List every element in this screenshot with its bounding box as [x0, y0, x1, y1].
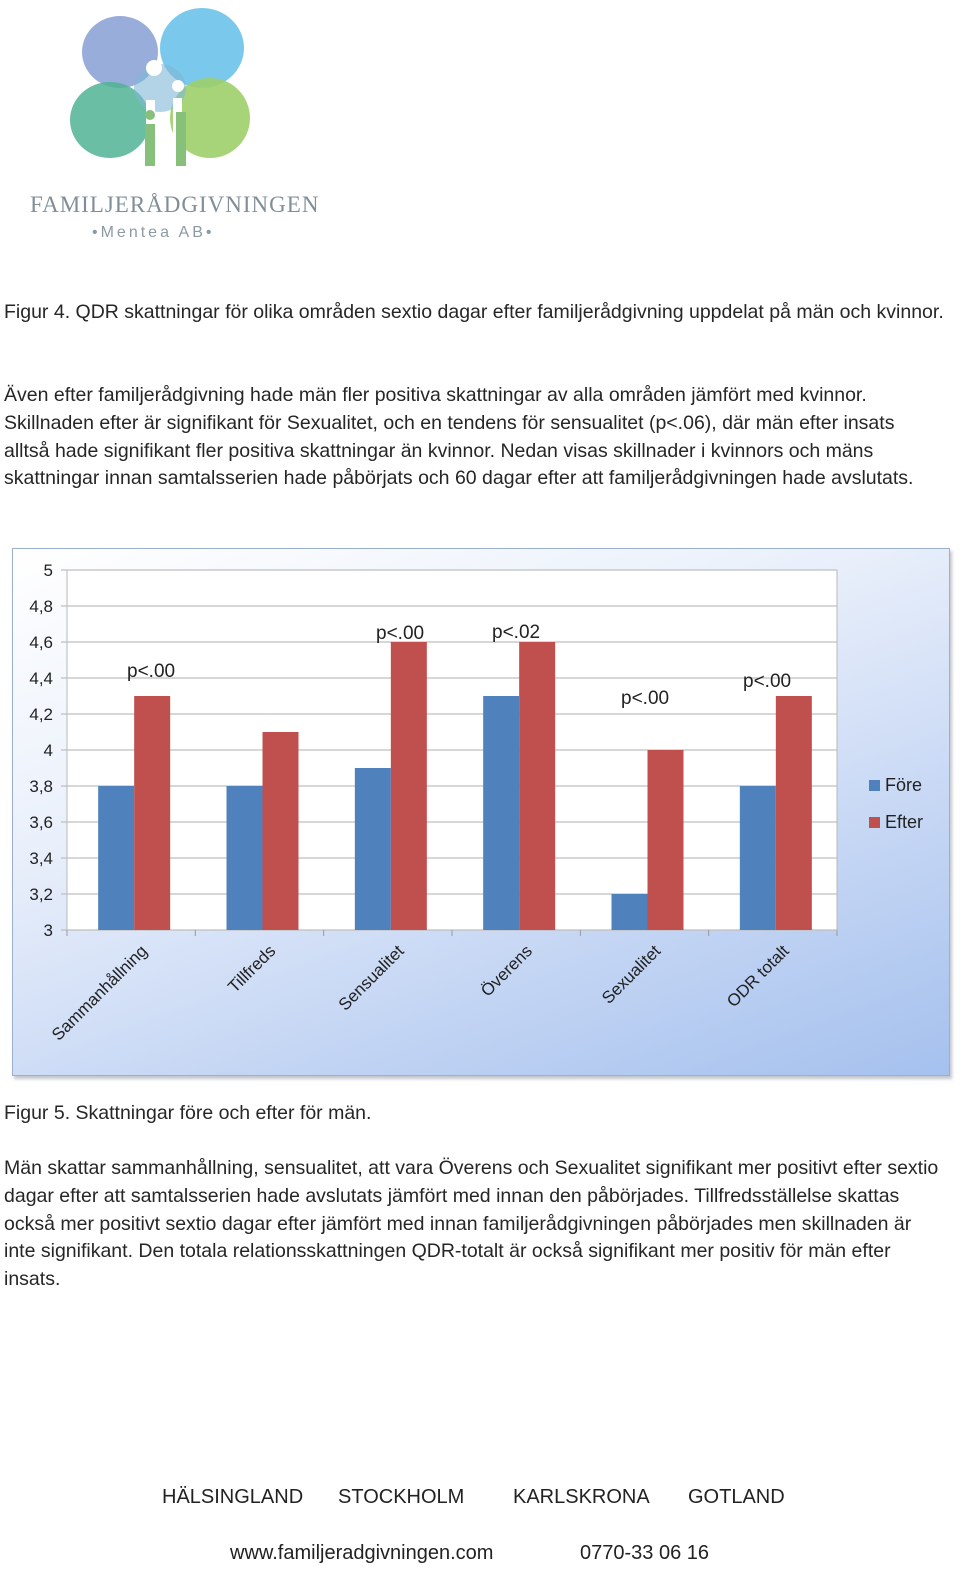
figure-5-caption: Figur 5. Skattningar före och efter för män. — [4, 1102, 372, 1124]
bar-efter — [776, 696, 812, 930]
significance-label: p<.00 — [127, 661, 176, 682]
y-tick-label: 4,4 — [29, 669, 53, 688]
footer-website-link[interactable]: www.familjeradgivningen.com — [230, 1542, 494, 1564]
bar-chart — [13, 549, 949, 1075]
y-tick-label: 3,8 — [29, 777, 53, 796]
y-tick-label: 4,2 — [29, 705, 53, 724]
logo-name: FAMILJERÅDGIVNINGEN — [30, 192, 320, 217]
footer-city-stockholm: STOCKHOLM — [338, 1486, 465, 1508]
footer-city-gotland: GOTLAND — [688, 1486, 785, 1508]
paragraph-1: Även efter familjerådgivning hade män fler positiva skattningar av alla områden jämfört med kvinnor. Skillnaden efter är signifikant för Sexualitet, och en tendens för sensualitet (p<.06), där män efter insats alltså hade signifikant fler positiva skattningar än kvinnor. Nedan visas skillnader i kvinnors och mäns skattningar innan samtalsserien hade påbörjats och 60 dagar efter att familjerådgivningen hade avslutats. — [4, 384, 914, 490]
x-category-label: Sensualitet — [334, 941, 408, 1015]
y-tick-label: 3,4 — [29, 849, 53, 868]
legend-swatch — [869, 780, 880, 791]
legend-swatch — [869, 817, 880, 828]
y-tick-label: 4,6 — [29, 633, 53, 652]
y-tick-label: 5 — [43, 561, 53, 580]
y-tick-label: 4 — [43, 741, 53, 760]
significance-label: p<.02 — [492, 622, 541, 643]
y-tick-label: 3,6 — [29, 813, 53, 832]
bar-efter — [519, 642, 555, 930]
bar-fore — [98, 786, 134, 930]
x-category-label: Sexualitet — [598, 941, 665, 1008]
significance-label: p<.00 — [743, 671, 792, 692]
bar-efter — [263, 732, 299, 930]
legend-label: Före — [885, 775, 923, 795]
x-category-label: ODR totalt — [723, 941, 793, 1011]
footer-city-karlskrona: KARLSKRONA — [513, 1486, 650, 1508]
bar-fore — [355, 768, 391, 930]
chart-container — [12, 548, 950, 1076]
y-tick-label: 3 — [43, 921, 53, 940]
legend-label: Efter — [885, 812, 924, 832]
x-category-label: Tillfreds — [224, 941, 280, 997]
x-category-label: Sammanhållning — [48, 941, 151, 1045]
y-tick-label: 4,8 — [29, 597, 53, 616]
y-tick-label: 3,2 — [29, 885, 53, 904]
x-category-label: Överens — [477, 941, 536, 1001]
significance-label: p<.00 — [621, 688, 670, 709]
bar-efter — [391, 642, 427, 930]
bar-efter — [134, 696, 170, 930]
bar-efter — [648, 750, 684, 930]
figure-4-caption: Figur 4. QDR skattningar för olika områden sextio dagar efter familjerådgivning uppdelat på män och kvinnor. — [4, 301, 944, 323]
bar-fore — [740, 786, 776, 930]
footer-phone: 0770-33 06 16 — [580, 1542, 710, 1564]
bar-fore — [612, 894, 648, 930]
bar-fore — [483, 696, 519, 930]
logo-subtitle: •Mentea AB• — [92, 224, 215, 241]
paragraph-2: Män skattar sammanhållning, sensualitet, att vara Överens och Sexualitet signifikant mer positivt efter sextio dagar efter att samtalsserien hade avslutats jämfört med innan den påbörjades. Tillfredsställelse skattas också mer positivt sextio dagar efter jämfört med innan familjerådgivningen påbörjades men skillnaden är inte signifikant. Den totala relationsskattningen QDR-totalt är också signifikant mer positiv för män efter insats. — [4, 1157, 939, 1291]
footer-city-halsingland: HÄLSINGLAND — [162, 1486, 304, 1508]
bar-fore — [227, 786, 263, 930]
significance-label: p<.00 — [376, 623, 425, 644]
